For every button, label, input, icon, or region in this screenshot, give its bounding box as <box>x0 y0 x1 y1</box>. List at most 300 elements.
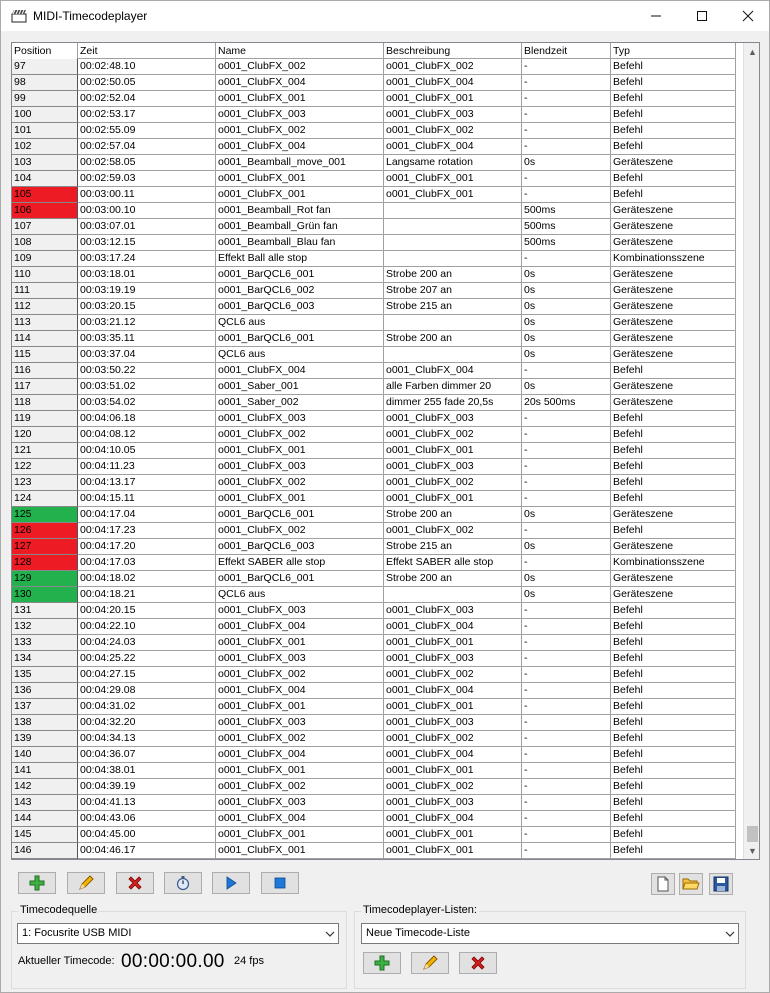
close-button[interactable] <box>725 1 770 31</box>
fade-cell[interactable]: - <box>522 731 611 747</box>
name-cell[interactable]: o001_Beamball_Grün fan <box>216 219 384 235</box>
time-cell[interactable]: 00:04:38.01 <box>78 763 216 779</box>
name-cell[interactable]: o001_ClubFX_003 <box>216 715 384 731</box>
name-cell[interactable]: o001_BarQCL6_001 <box>216 507 384 523</box>
table-row[interactable] <box>12 651 736 667</box>
description-cell[interactable]: o001_ClubFX_001 <box>384 91 522 107</box>
position-cell[interactable]: 118 <box>12 395 78 411</box>
time-cell[interactable]: 00:04:17.23 <box>78 523 216 539</box>
fade-cell[interactable]: - <box>522 107 611 123</box>
table-row[interactable] <box>12 235 736 251</box>
position-cell[interactable]: 137 <box>12 699 78 715</box>
position-cell[interactable]: 132 <box>12 619 78 635</box>
time-cell[interactable]: 00:02:59.03 <box>78 171 216 187</box>
table-row[interactable] <box>12 811 736 827</box>
time-cell[interactable]: 00:04:17.20 <box>78 539 216 555</box>
vertical-scrollbar[interactable] <box>743 43 760 859</box>
type-cell[interactable]: Befehl <box>611 107 736 123</box>
fade-cell[interactable]: 500ms <box>522 235 611 251</box>
type-cell[interactable]: Kombinationsszene <box>611 251 736 267</box>
name-cell[interactable]: o001_ClubFX_001 <box>216 171 384 187</box>
description-cell[interactable]: o001_ClubFX_002 <box>384 523 522 539</box>
type-cell[interactable]: Geräteszene <box>611 331 736 347</box>
name-cell[interactable]: o001_ClubFX_004 <box>216 75 384 91</box>
position-cell[interactable]: 141 <box>12 763 78 779</box>
fade-cell[interactable]: 0s <box>522 587 611 603</box>
table-row[interactable] <box>12 507 736 523</box>
table-row[interactable] <box>12 747 736 763</box>
time-cell[interactable]: 00:02:50.05 <box>78 75 216 91</box>
type-cell[interactable]: Geräteszene <box>611 587 736 603</box>
position-cell[interactable]: 108 <box>12 235 78 251</box>
name-cell[interactable]: o001_BarQCL6_001 <box>216 571 384 587</box>
type-cell[interactable]: Befehl <box>611 91 736 107</box>
table-row[interactable] <box>12 699 736 715</box>
table-row[interactable] <box>12 107 736 123</box>
time-cell[interactable]: 00:02:53.17 <box>78 107 216 123</box>
type-cell[interactable]: Geräteszene <box>611 235 736 251</box>
table-row[interactable] <box>12 795 736 811</box>
description-cell[interactable]: Strobe 200 an <box>384 507 522 523</box>
table-row[interactable] <box>12 667 736 683</box>
name-cell[interactable]: o001_ClubFX_003 <box>216 651 384 667</box>
name-cell[interactable]: o001_ClubFX_002 <box>216 427 384 443</box>
position-cell[interactable]: 127 <box>12 539 78 555</box>
time-cell[interactable]: 00:04:27.15 <box>78 667 216 683</box>
description-cell[interactable] <box>384 251 522 267</box>
fade-cell[interactable]: - <box>522 59 611 75</box>
table-row[interactable] <box>12 283 736 299</box>
position-cell[interactable]: 124 <box>12 491 78 507</box>
time-cell[interactable]: 00:03:50.22 <box>78 363 216 379</box>
position-cell[interactable]: 135 <box>12 667 78 683</box>
name-cell[interactable]: o001_ClubFX_002 <box>216 123 384 139</box>
time-cell[interactable]: 00:04:20.15 <box>78 603 216 619</box>
description-cell[interactable]: Effekt SABER alle stop <box>384 555 522 571</box>
fade-cell[interactable]: - <box>522 763 611 779</box>
name-cell[interactable]: o001_BarQCL6_001 <box>216 331 384 347</box>
type-cell[interactable]: Geräteszene <box>611 379 736 395</box>
column-header-name[interactable]: Name <box>216 43 384 59</box>
position-cell[interactable]: 101 <box>12 123 78 139</box>
description-cell[interactable]: o001_ClubFX_001 <box>384 491 522 507</box>
fade-cell[interactable]: 500ms <box>522 219 611 235</box>
position-cell[interactable]: 119 <box>12 411 78 427</box>
description-cell[interactable]: o001_ClubFX_001 <box>384 827 522 843</box>
description-cell[interactable]: o001_ClubFX_001 <box>384 699 522 715</box>
name-cell[interactable]: o001_ClubFX_001 <box>216 187 384 203</box>
position-cell[interactable]: 113 <box>12 315 78 331</box>
type-cell[interactable]: Geräteszene <box>611 219 736 235</box>
name-cell[interactable]: o001_ClubFX_001 <box>216 763 384 779</box>
edit-list-button[interactable] <box>411 952 449 974</box>
type-cell[interactable]: Befehl <box>611 795 736 811</box>
fade-cell[interactable]: 500ms <box>522 203 611 219</box>
time-cell[interactable]: 00:02:48.10 <box>78 59 216 75</box>
type-cell[interactable]: Befehl <box>611 427 736 443</box>
time-cell[interactable]: 00:04:29.08 <box>78 683 216 699</box>
time-cell[interactable]: 00:03:19.19 <box>78 283 216 299</box>
description-cell[interactable]: o001_ClubFX_001 <box>384 443 522 459</box>
fade-cell[interactable]: 0s <box>522 571 611 587</box>
name-cell[interactable]: o001_BarQCL6_003 <box>216 539 384 555</box>
position-cell[interactable]: 133 <box>12 635 78 651</box>
type-cell[interactable]: Befehl <box>611 619 736 635</box>
type-cell[interactable]: Befehl <box>611 491 736 507</box>
time-cell[interactable]: 00:02:57.04 <box>78 139 216 155</box>
time-cell[interactable]: 00:02:52.04 <box>78 91 216 107</box>
type-cell[interactable]: Befehl <box>611 411 736 427</box>
fade-cell[interactable]: - <box>522 411 611 427</box>
position-cell[interactable]: 112 <box>12 299 78 315</box>
fade-cell[interactable]: - <box>522 443 611 459</box>
description-cell[interactable] <box>384 203 522 219</box>
position-cell[interactable]: 130 <box>12 587 78 603</box>
time-cell[interactable]: 00:04:24.03 <box>78 635 216 651</box>
type-cell[interactable]: Befehl <box>611 59 736 75</box>
table-row[interactable] <box>12 75 736 91</box>
fade-cell[interactable]: - <box>522 75 611 91</box>
description-cell[interactable]: o001_ClubFX_003 <box>384 603 522 619</box>
open-list-button[interactable] <box>679 873 703 895</box>
name-cell[interactable]: QCL6 aus <box>216 347 384 363</box>
type-cell[interactable]: Befehl <box>611 75 736 91</box>
name-cell[interactable]: o001_ClubFX_004 <box>216 139 384 155</box>
time-cell[interactable]: 00:03:18.01 <box>78 267 216 283</box>
description-cell[interactable]: o001_ClubFX_002 <box>384 731 522 747</box>
table-row[interactable] <box>12 571 736 587</box>
type-cell[interactable]: Befehl <box>611 171 736 187</box>
type-cell[interactable]: Befehl <box>611 139 736 155</box>
chevron-down-icon[interactable] <box>321 924 338 943</box>
name-cell[interactable]: o001_ClubFX_001 <box>216 843 384 859</box>
stopwatch-button[interactable] <box>164 872 202 894</box>
name-cell[interactable]: o001_ClubFX_001 <box>216 491 384 507</box>
fade-cell[interactable]: - <box>522 683 611 699</box>
table-row[interactable] <box>12 363 736 379</box>
time-cell[interactable]: 00:04:36.07 <box>78 747 216 763</box>
name-cell[interactable]: o001_ClubFX_003 <box>216 411 384 427</box>
table-row[interactable] <box>12 731 736 747</box>
name-cell[interactable]: o001_ClubFX_002 <box>216 731 384 747</box>
type-cell[interactable]: Befehl <box>611 843 736 859</box>
table-row[interactable] <box>12 315 736 331</box>
name-cell[interactable]: o001_ClubFX_001 <box>216 443 384 459</box>
time-cell[interactable]: 00:04:17.03 <box>78 555 216 571</box>
add-row-button[interactable] <box>18 872 56 894</box>
description-cell[interactable]: o001_ClubFX_004 <box>384 363 522 379</box>
table-row[interactable] <box>12 683 736 699</box>
name-cell[interactable]: o001_Beamball_Blau fan <box>216 235 384 251</box>
description-cell[interactable]: o001_ClubFX_002 <box>384 475 522 491</box>
table-row[interactable] <box>12 715 736 731</box>
scroll-up-icon[interactable]: ▲ <box>748 46 757 57</box>
type-cell[interactable]: Geräteszene <box>611 315 736 331</box>
scroll-down-icon[interactable]: ▼ <box>748 845 757 856</box>
fade-cell[interactable]: 0s <box>522 315 611 331</box>
fade-cell[interactable]: - <box>522 811 611 827</box>
table-row[interactable] <box>12 219 736 235</box>
position-cell[interactable]: 121 <box>12 443 78 459</box>
description-cell[interactable]: o001_ClubFX_001 <box>384 843 522 859</box>
timecode-list-select[interactable] <box>361 923 739 944</box>
fade-cell[interactable]: - <box>522 667 611 683</box>
time-cell[interactable]: 00:04:43.06 <box>78 811 216 827</box>
type-cell[interactable]: Befehl <box>611 731 736 747</box>
description-cell[interactable]: o001_ClubFX_002 <box>384 59 522 75</box>
fade-cell[interactable]: - <box>522 91 611 107</box>
description-cell[interactable] <box>384 347 522 363</box>
position-cell[interactable]: 138 <box>12 715 78 731</box>
position-cell[interactable]: 115 <box>12 347 78 363</box>
position-cell[interactable]: 104 <box>12 171 78 187</box>
fade-cell[interactable]: - <box>522 427 611 443</box>
time-cell[interactable]: 00:03:37.04 <box>78 347 216 363</box>
fade-cell[interactable]: 0s <box>522 379 611 395</box>
fade-cell[interactable]: - <box>522 123 611 139</box>
table-row[interactable] <box>12 523 736 539</box>
type-cell[interactable]: Geräteszene <box>611 283 736 299</box>
position-cell[interactable]: 114 <box>12 331 78 347</box>
minimize-button[interactable] <box>633 1 679 31</box>
table-row[interactable] <box>12 843 736 859</box>
description-cell[interactable]: o001_ClubFX_003 <box>384 411 522 427</box>
name-cell[interactable]: o001_ClubFX_002 <box>216 523 384 539</box>
type-cell[interactable]: Befehl <box>611 779 736 795</box>
type-cell[interactable]: Befehl <box>611 635 736 651</box>
table-row[interactable] <box>12 139 736 155</box>
time-cell[interactable]: 00:04:46.17 <box>78 843 216 859</box>
time-cell[interactable]: 00:03:20.15 <box>78 299 216 315</box>
position-cell[interactable]: 97 <box>12 59 78 75</box>
description-cell[interactable]: o001_ClubFX_001 <box>384 763 522 779</box>
time-cell[interactable]: 00:03:00.11 <box>78 187 216 203</box>
position-cell[interactable]: 123 <box>12 475 78 491</box>
position-cell[interactable]: 131 <box>12 603 78 619</box>
description-cell[interactable]: o001_ClubFX_004 <box>384 75 522 91</box>
fade-cell[interactable]: 0s <box>522 539 611 555</box>
name-cell[interactable]: o001_Saber_001 <box>216 379 384 395</box>
time-cell[interactable]: 00:04:13.17 <box>78 475 216 491</box>
position-cell[interactable]: 109 <box>12 251 78 267</box>
type-cell[interactable]: Befehl <box>611 363 736 379</box>
time-cell[interactable]: 00:04:25.22 <box>78 651 216 667</box>
fade-cell[interactable]: - <box>522 827 611 843</box>
position-cell[interactable]: 106 <box>12 203 78 219</box>
timecode-grid[interactable] <box>11 42 760 860</box>
name-cell[interactable]: o001_Beamball_Rot fan <box>216 203 384 219</box>
fade-cell[interactable]: - <box>522 459 611 475</box>
fade-cell[interactable]: 0s <box>522 283 611 299</box>
table-row[interactable] <box>12 763 736 779</box>
fade-cell[interactable]: - <box>522 475 611 491</box>
position-cell[interactable]: 146 <box>12 843 78 859</box>
time-cell[interactable]: 00:04:31.02 <box>78 699 216 715</box>
description-cell[interactable]: o001_ClubFX_001 <box>384 171 522 187</box>
name-cell[interactable]: o001_ClubFX_001 <box>216 827 384 843</box>
type-cell[interactable]: Befehl <box>611 699 736 715</box>
description-cell[interactable]: dimmer 255 fade 20,5s <box>384 395 522 411</box>
type-cell[interactable]: Befehl <box>611 523 736 539</box>
time-cell[interactable]: 00:04:10.05 <box>78 443 216 459</box>
fade-cell[interactable]: - <box>522 699 611 715</box>
fade-cell[interactable]: - <box>522 635 611 651</box>
fade-cell[interactable]: - <box>522 171 611 187</box>
position-cell[interactable]: 107 <box>12 219 78 235</box>
position-cell[interactable]: 120 <box>12 427 78 443</box>
description-cell[interactable]: o001_ClubFX_001 <box>384 187 522 203</box>
table-row[interactable] <box>12 395 736 411</box>
table-row[interactable] <box>12 203 736 219</box>
time-cell[interactable]: 00:02:55.09 <box>78 123 216 139</box>
fade-cell[interactable]: - <box>522 139 611 155</box>
delete-row-button[interactable] <box>116 872 154 894</box>
time-cell[interactable]: 00:03:51.02 <box>78 379 216 395</box>
position-cell[interactable]: 144 <box>12 811 78 827</box>
table-row[interactable] <box>12 155 736 171</box>
type-cell[interactable]: Befehl <box>611 763 736 779</box>
fade-cell[interactable]: - <box>522 715 611 731</box>
name-cell[interactable]: o001_ClubFX_004 <box>216 363 384 379</box>
fade-cell[interactable]: - <box>522 747 611 763</box>
time-cell[interactable]: 00:04:41.13 <box>78 795 216 811</box>
type-cell[interactable]: Geräteszene <box>611 539 736 555</box>
time-cell[interactable]: 00:04:18.02 <box>78 571 216 587</box>
fade-cell[interactable]: - <box>522 363 611 379</box>
position-cell[interactable]: 139 <box>12 731 78 747</box>
table-row[interactable] <box>12 427 736 443</box>
description-cell[interactable]: o001_ClubFX_001 <box>384 635 522 651</box>
fade-cell[interactable]: 0s <box>522 267 611 283</box>
name-cell[interactable]: o001_BarQCL6_001 <box>216 267 384 283</box>
type-cell[interactable]: Befehl <box>611 187 736 203</box>
position-cell[interactable]: 134 <box>12 651 78 667</box>
position-cell[interactable]: 122 <box>12 459 78 475</box>
time-cell[interactable]: 00:04:17.04 <box>78 507 216 523</box>
fade-cell[interactable]: - <box>522 603 611 619</box>
type-cell[interactable]: Geräteszene <box>611 155 736 171</box>
description-cell[interactable]: o001_ClubFX_003 <box>384 715 522 731</box>
time-cell[interactable]: 00:04:45.00 <box>78 827 216 843</box>
type-cell[interactable]: Befehl <box>611 683 736 699</box>
time-cell[interactable]: 00:04:22.10 <box>78 619 216 635</box>
column-header-zeit[interactable]: Zeit <box>78 43 216 59</box>
time-cell[interactable]: 00:04:39.19 <box>78 779 216 795</box>
position-cell[interactable]: 99 <box>12 91 78 107</box>
type-cell[interactable]: Befehl <box>611 811 736 827</box>
fade-cell[interactable]: - <box>522 779 611 795</box>
position-cell[interactable]: 105 <box>12 187 78 203</box>
fade-cell[interactable]: 0s <box>522 331 611 347</box>
save-list-button[interactable] <box>709 873 733 895</box>
name-cell[interactable]: o001_ClubFX_003 <box>216 459 384 475</box>
type-cell[interactable]: Befehl <box>611 827 736 843</box>
name-cell[interactable]: o001_ClubFX_002 <box>216 667 384 683</box>
type-cell[interactable]: Geräteszene <box>611 299 736 315</box>
add-list-button[interactable] <box>363 952 401 974</box>
fade-cell[interactable]: - <box>522 843 611 859</box>
position-cell[interactable]: 98 <box>12 75 78 91</box>
position-cell[interactable]: 142 <box>12 779 78 795</box>
table-row[interactable] <box>12 587 736 603</box>
time-cell[interactable]: 00:04:11.23 <box>78 459 216 475</box>
name-cell[interactable]: o001_ClubFX_004 <box>216 683 384 699</box>
type-cell[interactable]: Geräteszene <box>611 347 736 363</box>
delete-list-button[interactable] <box>459 952 497 974</box>
type-cell[interactable]: Geräteszene <box>611 507 736 523</box>
type-cell[interactable]: Geräteszene <box>611 267 736 283</box>
fade-cell[interactable]: - <box>522 523 611 539</box>
fade-cell[interactable]: - <box>522 795 611 811</box>
time-cell[interactable]: 00:04:06.18 <box>78 411 216 427</box>
position-cell[interactable]: 126 <box>12 523 78 539</box>
time-cell[interactable]: 00:02:58.05 <box>78 155 216 171</box>
description-cell[interactable]: o001_ClubFX_004 <box>384 683 522 699</box>
time-cell[interactable]: 00:04:34.13 <box>78 731 216 747</box>
name-cell[interactable]: o001_ClubFX_001 <box>216 635 384 651</box>
time-cell[interactable]: 00:03:35.11 <box>78 331 216 347</box>
fade-cell[interactable]: 0s <box>522 347 611 363</box>
position-cell[interactable]: 128 <box>12 555 78 571</box>
table-row[interactable] <box>12 331 736 347</box>
description-cell[interactable]: o001_ClubFX_003 <box>384 651 522 667</box>
type-cell[interactable]: Befehl <box>611 475 736 491</box>
table-row[interactable] <box>12 603 736 619</box>
description-cell[interactable]: o001_ClubFX_004 <box>384 619 522 635</box>
table-row[interactable] <box>12 59 736 75</box>
name-cell[interactable]: o001_Beamball_move_001 <box>216 155 384 171</box>
description-cell[interactable]: o001_ClubFX_003 <box>384 107 522 123</box>
type-cell[interactable]: Befehl <box>611 443 736 459</box>
time-cell[interactable]: 00:03:00.10 <box>78 203 216 219</box>
description-cell[interactable]: Strobe 200 an <box>384 267 522 283</box>
name-cell[interactable]: o001_ClubFX_004 <box>216 747 384 763</box>
description-cell[interactable] <box>384 219 522 235</box>
table-row[interactable] <box>12 635 736 651</box>
fade-cell[interactable]: 20s 500ms <box>522 395 611 411</box>
position-cell[interactable]: 103 <box>12 155 78 171</box>
new-list-button[interactable] <box>651 873 675 895</box>
position-cell[interactable]: 145 <box>12 827 78 843</box>
description-cell[interactable]: Strobe 215 an <box>384 539 522 555</box>
fade-cell[interactable]: 0s <box>522 155 611 171</box>
description-cell[interactable]: o001_ClubFX_004 <box>384 811 522 827</box>
time-cell[interactable]: 00:04:15.11 <box>78 491 216 507</box>
position-cell[interactable]: 116 <box>12 363 78 379</box>
name-cell[interactable]: o001_ClubFX_004 <box>216 619 384 635</box>
name-cell[interactable]: o001_BarQCL6_003 <box>216 299 384 315</box>
fade-cell[interactable]: - <box>522 187 611 203</box>
type-cell[interactable]: Befehl <box>611 715 736 731</box>
table-row[interactable] <box>12 123 736 139</box>
name-cell[interactable]: o001_ClubFX_004 <box>216 811 384 827</box>
name-cell[interactable]: o001_ClubFX_001 <box>216 91 384 107</box>
timecode-source-select[interactable] <box>17 923 339 944</box>
description-cell[interactable]: o001_ClubFX_004 <box>384 139 522 155</box>
name-cell[interactable]: o001_BarQCL6_002 <box>216 283 384 299</box>
type-cell[interactable]: Befehl <box>611 459 736 475</box>
description-cell[interactable]: Strobe 200 an <box>384 571 522 587</box>
fade-cell[interactable]: 0s <box>522 507 611 523</box>
fade-cell[interactable]: 0s <box>522 299 611 315</box>
fade-cell[interactable]: - <box>522 491 611 507</box>
table-row[interactable] <box>12 267 736 283</box>
description-cell[interactable]: alle Farben dimmer 20 <box>384 379 522 395</box>
fade-cell[interactable]: - <box>522 619 611 635</box>
description-cell[interactable]: o001_ClubFX_002 <box>384 667 522 683</box>
position-cell[interactable]: 110 <box>12 267 78 283</box>
type-cell[interactable]: Befehl <box>611 123 736 139</box>
